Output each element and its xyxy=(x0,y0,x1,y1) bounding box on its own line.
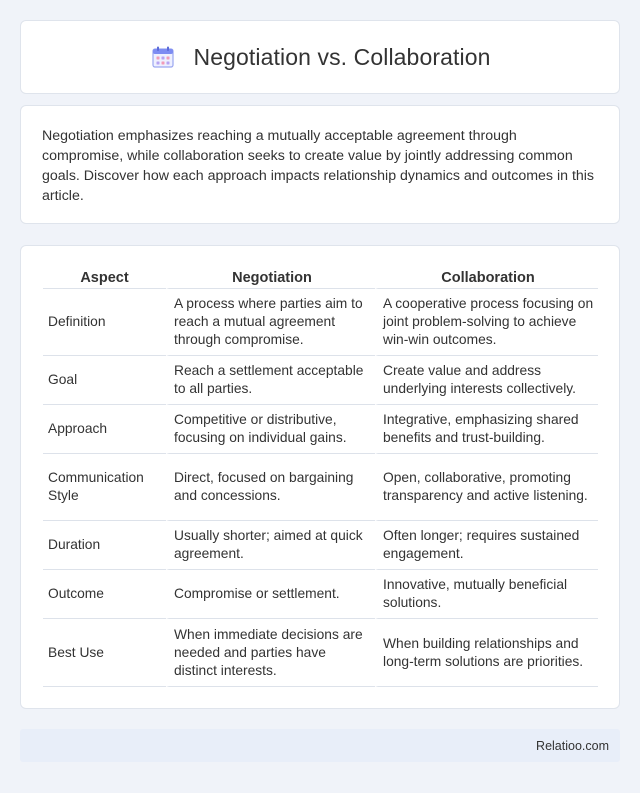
header-collaboration: Collaboration xyxy=(375,265,598,289)
aspect-cell: Best Use xyxy=(43,619,166,687)
table-header-row xyxy=(43,265,598,289)
intro-text: Negotiation emphasizes reaching a mutually acceptable agreement through compromise, while collaboration seeks to create value by jointly addressing common goals. Discover how each approach impacts relationship dynamics and outcomes in this article. xyxy=(42,128,595,204)
footer-brand: Relatioo.com xyxy=(536,738,609,753)
aspect-cell: Duration xyxy=(43,521,166,570)
page-title: Negotiation vs. Collaboration xyxy=(193,43,491,70)
table-row xyxy=(43,521,598,570)
calendar-icon xyxy=(150,44,176,70)
collaboration-cell: Open, collaborative, promoting transparency and active listening. xyxy=(375,454,598,521)
aspect-cell: Communication Style xyxy=(43,454,166,521)
intro-card xyxy=(20,105,620,224)
collaboration-cell: When building relationships and long-term solutions are priorities. xyxy=(375,619,598,687)
negotiation-cell: Competitive or distributive, focusing on individual gains. xyxy=(166,405,375,454)
collaboration-cell: Often longer; requires sustained engagement. xyxy=(375,521,598,570)
negotiation-cell: Direct, focused on bargaining and concessions. xyxy=(166,454,375,521)
negotiation-cell: Compromise or settlement. xyxy=(166,570,375,619)
footer xyxy=(20,729,620,762)
table-row xyxy=(43,289,598,356)
negotiation-cell: Usually shorter; aimed at quick agreement. xyxy=(166,521,375,570)
comparison-card xyxy=(20,245,620,709)
table-row xyxy=(43,405,598,454)
aspect-cell: Approach xyxy=(43,405,166,454)
title-card xyxy=(20,20,620,94)
table-row xyxy=(43,356,598,405)
table-row xyxy=(43,570,598,619)
negotiation-cell: Reach a settlement acceptable to all parties. xyxy=(166,356,375,405)
aspect-cell: Outcome xyxy=(43,570,166,619)
table-row xyxy=(43,454,598,521)
header-aspect: Aspect xyxy=(43,265,166,289)
negotiation-cell: When immediate decisions are needed and parties have distinct interests. xyxy=(166,619,375,687)
header-negotiation: Negotiation xyxy=(166,265,375,289)
collaboration-cell: Innovative, mutually beneficial solutions. xyxy=(375,570,598,619)
comparison-table xyxy=(43,265,598,687)
aspect-cell: Definition xyxy=(43,289,166,356)
collaboration-cell: A cooperative process focusing on joint problem-solving to achieve win-win outcomes. xyxy=(375,289,598,356)
table-row xyxy=(43,619,598,687)
negotiation-cell: A process where parties aim to reach a mutual agreement through compromise. xyxy=(166,289,375,356)
aspect-cell: Goal xyxy=(43,356,166,405)
collaboration-cell: Integrative, emphasizing shared benefits and trust-building. xyxy=(375,405,598,454)
collaboration-cell: Create value and address underlying interests collectively. xyxy=(375,356,598,405)
